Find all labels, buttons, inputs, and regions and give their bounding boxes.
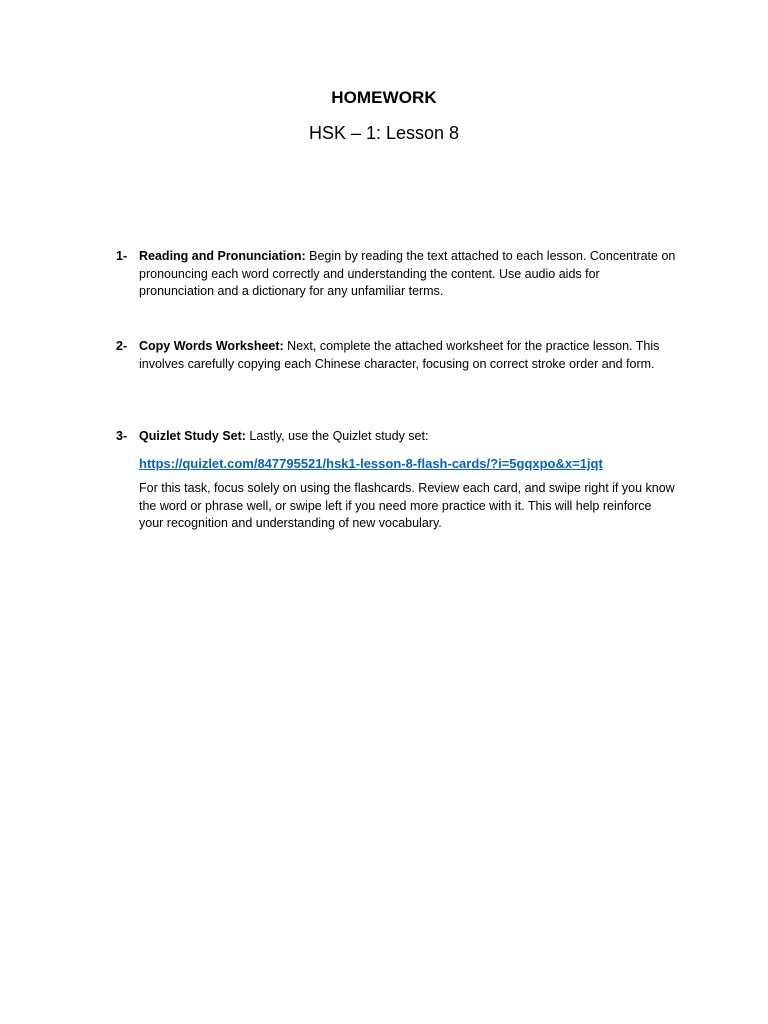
task-item xyxy=(116,338,676,373)
document-subtitle: HSK – 1: Lesson 8 xyxy=(308,123,460,143)
task-body xyxy=(139,338,676,373)
task-number: 3- xyxy=(116,429,128,443)
task-body xyxy=(139,248,676,301)
task-text: Begin by reading the text attached to each lesson. Concentrate on pronouncing each word correctly and understanding the content. Use audio aids for pronunciation and a dictionary for any unfamiliar terms. xyxy=(139,249,676,299)
document-title: HOMEWORK xyxy=(331,88,437,107)
task-body xyxy=(139,428,676,533)
task-label: Copy Words Worksheet: xyxy=(139,339,284,353)
task-followup-text: For this task, focus solely on using the flashcards. Review each card, and swipe right if you know the word or phrase well, or swipe left if you need more practice with it. This will help reinforce your recognition and understanding of new vocabulary. xyxy=(139,481,675,531)
task-text: Next, complete the attached worksheet for the practice lesson. This involves carefully copying each Chinese character, focusing on correct stroke order and form. xyxy=(139,339,660,371)
task-label: Quizlet Study Set: xyxy=(139,429,246,443)
task-label: Reading and Pronunciation: xyxy=(139,249,306,263)
task-item xyxy=(116,248,676,301)
quizlet-link[interactable]: https://quizlet.com/847795521/hsk1-lesson-8-flash-cards/?i=5gqxpo&x=1jqt xyxy=(139,455,603,471)
task-number: 2- xyxy=(116,339,128,353)
task-item xyxy=(116,428,676,533)
task-number: 1- xyxy=(116,249,128,263)
task-text: Lastly, use the Quizlet study set: xyxy=(245,429,429,443)
